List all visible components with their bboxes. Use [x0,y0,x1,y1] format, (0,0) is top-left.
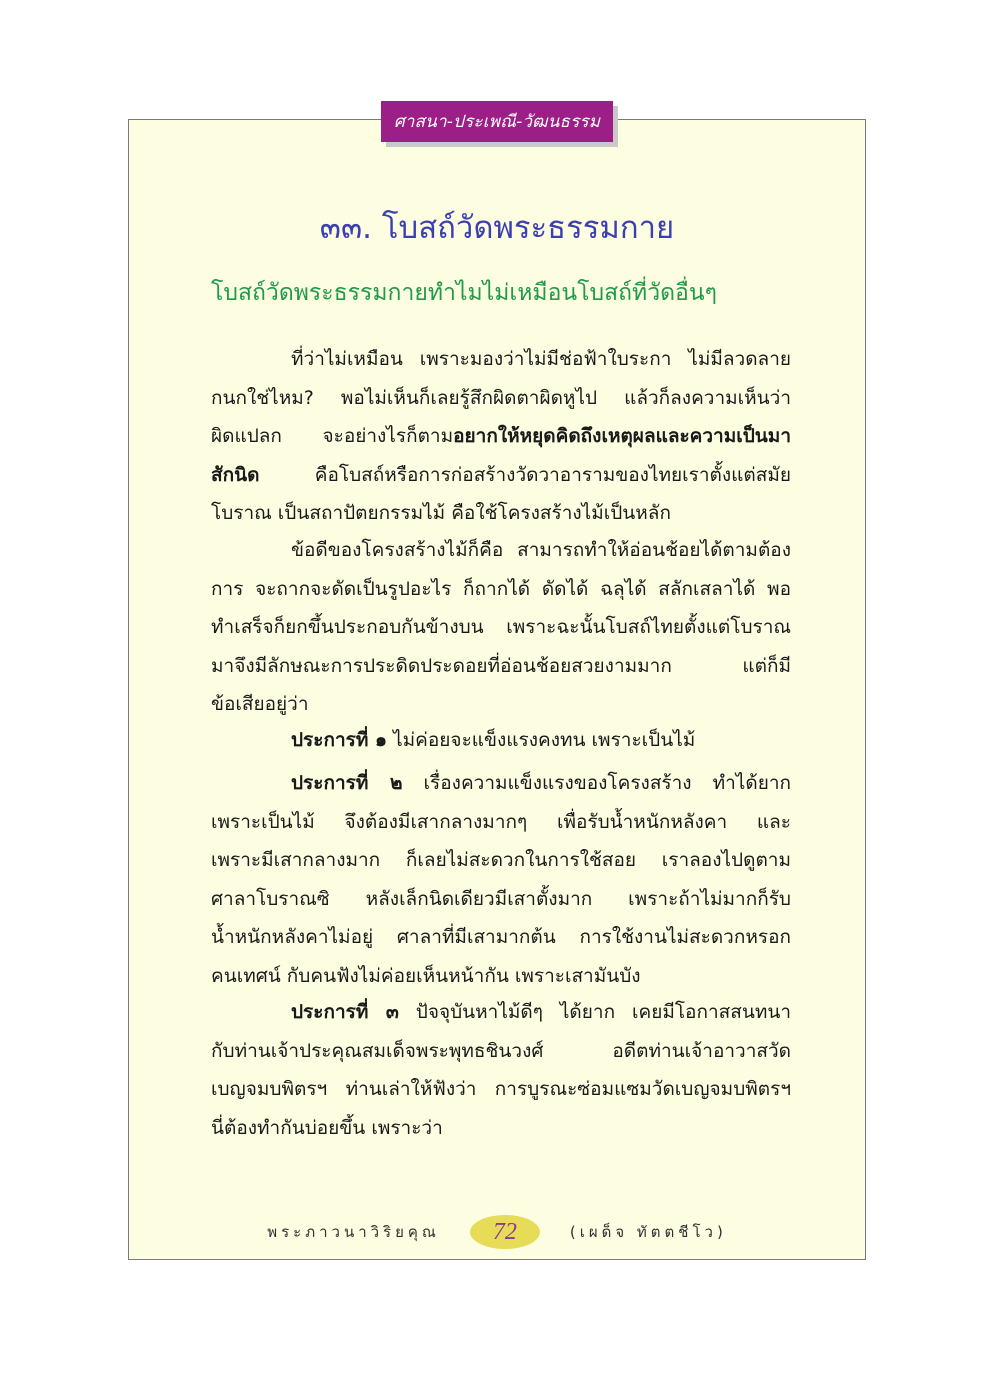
text-run: ไม่ค่อยจะแข็งแรงคงทน เพราะเป็นไม้ [387,729,696,751]
paragraph-2 [211,531,791,724]
text-line: เพราะเป็นไม้ จึงต้องมีเสากลางมากๆ เพื่อรับน้ำหนักหลังคา และ [211,810,791,833]
text-line: ทำเสร็จก็ยกขึ้นประกอบกันข้างบน เพราะฉะนั้นโบสถ์ไทยตั้งแต่โบราณ [211,616,791,638]
text-line: ข้อดีของโครงสร้างไม้ก็คือ สามารถทำให้อ่อนช้อยได้ตามต้อง [291,539,791,561]
text-line [211,417,791,456]
text-line: มาจึงมีลักษณะการประดิดประดอยที่อ่อนช้อยสวยงามมาก แต่ก็มี [211,654,791,677]
text-line: เบญจมบพิตรฯ ท่านเล่าให้ฟังว่า การบูรณะซ่อมแซมวัดเบญจมบพิตรฯ [211,1078,791,1100]
page-footer [128,1210,866,1254]
text-line: คนเทศน์ กับคนฟังไม่ค่อยเห็นหน้ากัน เพราะเสามันบัง [211,964,641,987]
footer-author-name: (เผด็จ ทัตตชีโว) [569,1223,727,1241]
point-3 [211,993,791,1147]
category-tab [381,101,613,142]
text-line: โบราณ เป็นสถาปัตยกรรมไม้ คือใช้โครงสร้างไม้เป็นหลัก [211,502,671,524]
text-line: เพราะมีเสากลางมาก ก็เลยไม่สะดวกในการใช้สอย เราลองไปดูตาม [211,849,791,871]
text-run: เรื่องความแข็งแรงของโครงสร้าง ทำได้ยาก [402,772,792,794]
text-line: นี่ต้องทำกันบ่อยขึ้น เพราะว่า [211,1116,443,1139]
chapter-title: ๓๓. โบสถ์วัดพระธรรมกาย [319,210,675,246]
point-1 [211,721,791,760]
text-line [211,721,791,760]
chapter-subtitle: โบสถ์วัดพระธรรมกายทำไมไม่เหมือนโบสถ์ที่วัดอื่นๆ [211,280,717,306]
text-line [211,456,791,495]
emphasis-text: สักนิด [211,463,260,486]
text-line: กนกใช่ไหม? พอไม่เห็นก็เลยรู้สึกผิดตาผิดหูไป แล้วก็ลงความเห็นว่า [211,386,791,409]
page-number: 72 [492,1218,517,1245]
text-line [211,993,791,1032]
page-number-badge [470,1215,540,1249]
text-line [211,764,791,803]
category-label: ศาสนา-ประเพณี-วัฒนธรรม [393,112,601,132]
text-line: การ จะถากจะดัดเป็นรูปอะไร ก็ถากได้ ดัดได้ ฉลุได้ สลักเสลาได้ พอ [211,577,791,600]
emphasis-text: อยากให้หยุดคิดถึงเหตุผลและความเป็นมา [453,425,791,447]
text-run: คือโบสถ์หรือการก่อสร้างวัดวาอารามของไทยเราตั้งแต่สมัย [259,463,791,486]
text-line: ข้อเสียอยู่ว่า [211,693,309,715]
text-run: ผิดแปลก จะอย่างไรก็ตาม [211,425,454,447]
point-label: ประการที่ ๓ [291,1001,399,1023]
text-line: น้ำหนักหลังคาไม่อยู่ ศาลาที่มีเสามากต้น การใช้งานไม่สะดวกหรอก [211,926,791,948]
point-label: ประการที่ ๒ [291,772,403,794]
text-run: ปัจจุบันหาไม้ดีๆ ได้ยาก เคยมีโอกาสสนทนา [398,1001,791,1023]
paragraph-1 [211,340,791,533]
text-line: ศาลาโบราณซิ หลังเล็กนิดเดียวมีเสาตั้งมาก เพราะถ้าไม่มากก็รับ [211,887,791,910]
footer-author-title: พระภาวนาวิริยคุณ [267,1223,440,1241]
point-label: ประการที่ ๑ [291,729,388,751]
text-line: กับท่านเจ้าประคุณสมเด็จพระพุทธชินวงศ์ อดีตท่านเจ้าอาวาสวัด [211,1039,791,1062]
text-line: ที่ว่าไม่เหมือน เพราะมองว่าไม่มีช่อฟ้าใบระกา ไม่มีลวดลาย [291,348,791,370]
point-2 [211,764,791,995]
